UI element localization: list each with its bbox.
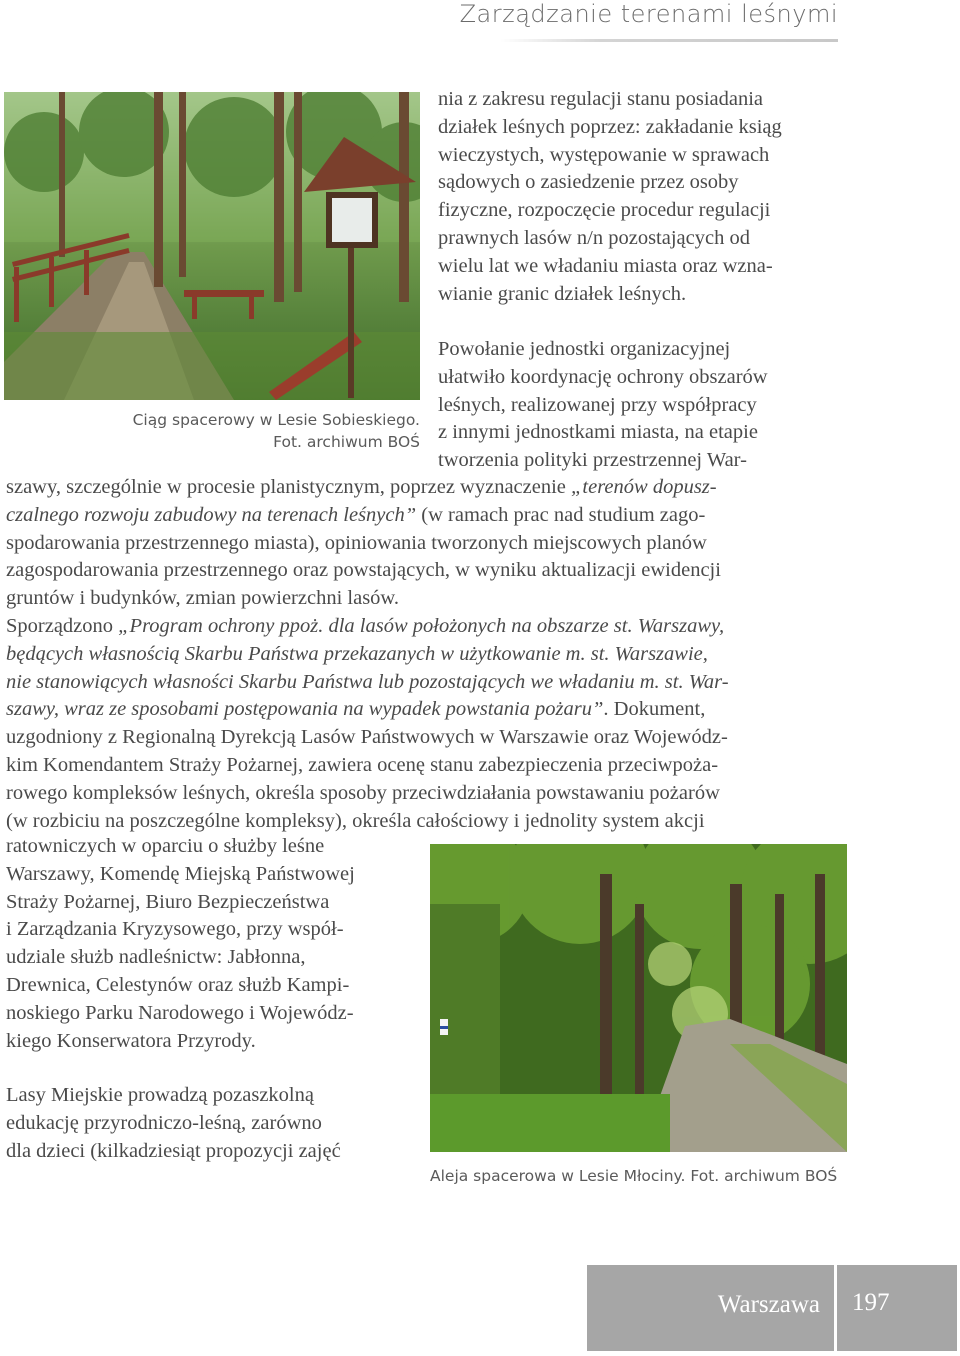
text-line: szawy, wraz ze sposobami postępowania na wypadek powstania pożaru”. Dokument, <box>6 698 706 721</box>
paragraph-rescue-services <box>6 833 355 1055</box>
text-line: uzgodniony z Regionalną Dyrekcją Lasów Państwowych w Warszawie oraz Wojewódz- <box>6 726 728 749</box>
text-line: będących własnością Skarbu Państwa przekazanych w użytkowanie m. st. Warszawie, <box>6 642 708 665</box>
text-line: rowego kompleksów leśnych, określa sposoby przeciwdziałania powstawaniu pożarów <box>6 781 720 804</box>
text-line: ratowniczych w oparciu o służby leśne <box>6 835 325 857</box>
text-line: działek leśnych poprzez: zakładanie ksiąg <box>438 115 782 138</box>
text-line: sądowych o zasiedzenie przez osoby <box>438 171 739 194</box>
photo-credit: Fot. archiwum BOŚ <box>273 433 420 451</box>
text-line: Sporządzono „Program ochrony ppoż. dla lasów położonych na obszarze st. Warszawy, <box>6 614 725 637</box>
text-line: wieczystych, występowanie w sprawach <box>438 143 770 166</box>
text-line: ułatwiło koordynację ochrony obszarów <box>438 365 768 388</box>
text-line: wianie granic działek leśnych. <box>438 282 687 305</box>
text-line: nie stanowiących własności Skarbu Państwa lub pozostających we władaniu m. st. War- <box>6 670 729 693</box>
text-line: udziale służb nadleśnictw: Jabłonna, <box>6 946 306 969</box>
photo-caption: Ciąg spacerowy w Lesie Sobieskiego. <box>132 411 420 429</box>
forest-alley-photo <box>430 844 847 1152</box>
photo-caption: Aleja spacerowa w Lesie Młociny. Fot. archiwum BOŚ <box>430 1167 838 1185</box>
page-number: 197 <box>852 1289 890 1316</box>
paragraph-coordination <box>438 336 768 475</box>
header-rule <box>500 39 838 42</box>
text-line: Straży Pożarnej, Biuro Bezpieczeństwa <box>6 890 330 913</box>
text-line: Drewnica, Celestynów oraz służb Kampi- <box>6 973 350 996</box>
page-number-box <box>837 1265 957 1351</box>
paragraph-regulation <box>438 86 782 308</box>
footer-city: Warszawa <box>717 1291 820 1318</box>
text-line: nia z zakresu regulacji stanu posiadania <box>438 88 764 110</box>
forest-path-photo <box>4 92 420 400</box>
text-line: edukację przyrodniczo-leśną, zarówno <box>6 1111 322 1134</box>
text-line: prawnych lasów n/n pozostających od <box>438 226 750 249</box>
text-line: tworzenia polityki przestrzennej War- <box>438 449 747 472</box>
text-line: z innymi jednostkami miasta, na etapie <box>438 421 758 444</box>
paragraph-education <box>6 1082 341 1165</box>
text-line: fizyczne, rozpoczęcie procedur regulacji <box>438 199 771 222</box>
text-line: szawy, szczególnie w procesie planistycznym, poprzez wyznaczenie „terenów dopusz- <box>6 476 717 498</box>
text-line: czalnego rozwoju zabudowy na terenach leśnych” (w ramach prac nad studium zago- <box>6 503 706 526</box>
text-line: i Zarządzania Kryzysowego, przy współ- <box>6 918 344 941</box>
text-line: Warszawy, Komendę Miejską Państwowej <box>6 862 355 885</box>
text-line: Lasy Miejskie prowadzą pozaszkolną <box>6 1084 314 1106</box>
running-head: Zarządzanie terenami leśnymi <box>459 0 838 28</box>
text-line: (w rozbiciu na poszczególne kompleksy), określa całościowy i jednolity system akcji <box>6 809 705 832</box>
text-line: kiego Konserwatora Przyrody. <box>6 1029 256 1052</box>
text-line: dla dzieci (kilkadziesiąt propozycji zajęć <box>6 1139 341 1162</box>
text-line: noskiego Parku Narodowego i Wojewódz- <box>6 1001 354 1024</box>
text-line: zagospodarowania przestrzennego oraz powstających, w wyniku aktualizacji ewidencji <box>6 559 721 582</box>
paragraph-fire-program <box>6 474 729 835</box>
text-line: spodarowania przestrzennego miasta), opiniowania tworzonych miejscowych planów <box>6 531 707 554</box>
text-line: Powołanie jednostki organizacyjnej <box>438 338 731 360</box>
text-line: leśnych, realizowanej przy współpracy <box>438 393 757 416</box>
text-line: gruntów i budynków, zmian powierzchni lasów. <box>6 587 400 610</box>
text-line: kim Komendantem Straży Pożarnej, zawiera ocenę stanu zabezpieczenia przeciwpoża- <box>6 753 719 776</box>
text-line: wielu lat we władaniu miasta oraz wzna- <box>438 254 773 277</box>
